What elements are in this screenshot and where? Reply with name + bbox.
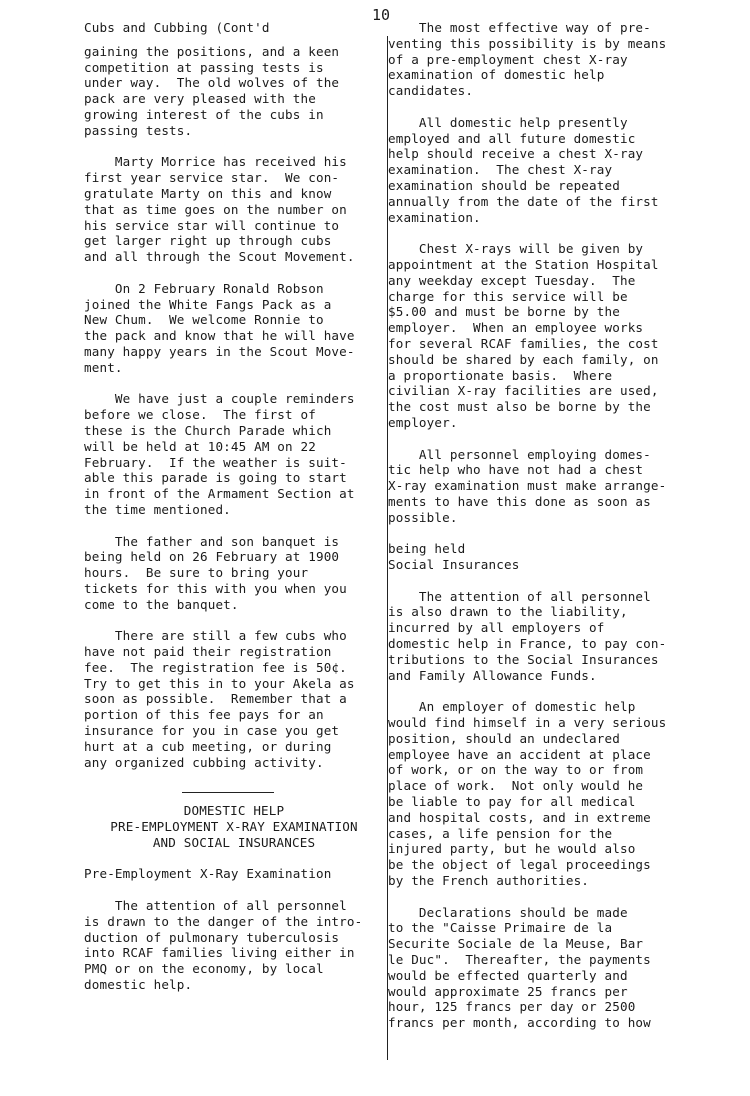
text-line: employer. — [388, 414, 458, 430]
text-line: There are still a few cubs who — [84, 628, 347, 644]
text-line: will be held at 10:45 AM on 22 — [84, 438, 316, 454]
text-line: The attention of all personnel — [84, 898, 347, 914]
text-line: would approximate 25 francs per — [388, 983, 628, 999]
text-line: the time mentioned. — [84, 501, 231, 517]
text-line: to the "Caisse Primaire de la — [388, 920, 613, 936]
text-line: Marty Morrice has received his — [84, 154, 347, 170]
text-line: by the French authorities. — [388, 873, 590, 889]
text-line: All domestic help presently — [388, 114, 628, 130]
text-line: and Family Allowance Funds. — [388, 667, 597, 683]
text-line: examination should be repeated — [388, 177, 620, 193]
text-line: charge for this service will be — [388, 288, 628, 304]
text-line: pack are very pleased with the — [84, 91, 316, 107]
text-line: examination. The chest X-ray — [388, 162, 613, 178]
text-line: many happy years in the Scout Move- — [84, 343, 355, 359]
text-line: be the object of legal proceedings — [388, 857, 651, 873]
text-line: portion of this fee pays for an — [84, 707, 324, 723]
text-line: New Chum. We welcome Ronnie to — [84, 312, 324, 328]
text-line: ment. — [84, 359, 123, 375]
text-line: would find himself in a very serious — [388, 715, 667, 731]
text-line: of a pre-employment chest X-ray — [388, 51, 628, 67]
text-line: ments to have this done as soon as — [388, 493, 651, 509]
text-line: under way. The old wolves of the — [84, 75, 340, 91]
text-line: able this parade is going to start — [84, 470, 347, 486]
text-line: examination of domestic help — [388, 67, 605, 83]
text-line: Chest X-rays will be given by — [388, 241, 644, 257]
text-line: On 2 February Ronald Robson — [84, 280, 324, 296]
text-line: domestic help in France, to pay con- — [388, 636, 667, 652]
text-line: All personnel employing domes- — [388, 446, 651, 462]
section-heading — [84, 803, 384, 850]
text-line: growing interest of the cubs in — [84, 106, 324, 122]
text-line: The most effective way of pre- — [388, 20, 651, 35]
text-line: into RCAF families living either in — [84, 945, 355, 961]
text-line: annually from the date of the first — [388, 193, 659, 209]
banquet-continuation: being held — [388, 541, 466, 557]
text-line: passing tests. — [84, 122, 193, 138]
text-line: is also drawn to the liability, — [388, 604, 628, 620]
text-line: tributions to the Social Insurances — [388, 651, 659, 667]
text-line: employed and all future domestic — [388, 130, 636, 146]
text-line: le Duc". Thereafter, the payments — [388, 952, 651, 968]
text-line: being held on 26 February at 1900 — [84, 549, 340, 565]
left-column — [84, 20, 384, 993]
text-line: be liable to pay for all medical — [388, 794, 636, 810]
text-line: We have just a couple reminders — [84, 391, 355, 407]
paragraph-cub-tests — [84, 44, 384, 139]
text-line: Securite Sociale de la Meuse, Bar — [388, 936, 644, 952]
text-line: place of work. Not only would he — [388, 778, 644, 794]
text-line: tic help who have not had a chest — [388, 462, 644, 478]
paragraph-arrangements — [388, 447, 688, 526]
text-line: injured party, but he would also — [388, 841, 636, 857]
text-line: of work, or on the way to or from — [388, 762, 644, 778]
paragraph-banquet — [84, 534, 384, 613]
paragraph-domestic-help-xray — [388, 115, 688, 226]
text-line: duction of pulmonary tuberculosis — [84, 929, 340, 945]
right-column — [388, 20, 688, 1031]
text-line: for several RCAF families, the cost — [388, 335, 659, 351]
text-line: domestic help. — [84, 977, 193, 993]
text-line: tickets for this with you when you — [84, 580, 347, 596]
paragraph-employer-position — [388, 699, 688, 889]
text-line: any weekday except Tuesday. The — [388, 272, 636, 288]
text-line: position, should an undeclared — [388, 730, 620, 746]
paragraph-hospital-appointment — [388, 241, 688, 431]
text-line: possible. — [388, 509, 458, 525]
text-line: the pack and know that he will have — [84, 328, 355, 344]
text-line: incurred by all employers of — [388, 620, 605, 636]
text-line: in front of the Armament Section at — [84, 486, 355, 502]
text-line: PMQ or on the economy, by local — [84, 961, 324, 977]
text-line: is drawn to the danger of the intro- — [84, 913, 363, 929]
text-line: and all through the Scout Movement. — [84, 249, 355, 265]
text-line: before we close. The first of — [84, 407, 316, 423]
text-line: get larger right up through cubs — [84, 233, 332, 249]
text-line: candidates. — [388, 83, 474, 99]
text-line: cases, a life pension for the — [388, 825, 613, 841]
text-line: that as time goes on the number on — [84, 201, 347, 217]
text-line: $5.00 and must be borne by the — [388, 304, 620, 320]
subheading-xray: Pre-Employment X-Ray Examination — [84, 866, 332, 882]
text-line: any organized cubbing activity. — [84, 754, 324, 770]
text-line: hours. Be sure to bring your — [84, 565, 309, 581]
paragraph-service-star — [84, 154, 384, 265]
text-line: venting this possibility is by means — [388, 35, 667, 51]
text-line: these is the Church Parade which — [84, 422, 332, 438]
text-line: come to the banquet. — [84, 596, 239, 612]
subheading-social-insurances: Social Insurances — [388, 557, 520, 573]
text-line: appointment at the Station Hospital — [388, 256, 659, 272]
text-line: have not paid their registration — [84, 644, 332, 660]
text-line: fee. The registration fee is 50¢. — [84, 659, 347, 675]
text-line: PRE-EMPLOYMENT X-RAY EXAMINATION — [110, 819, 358, 835]
text-line: The attention of all personnel — [388, 588, 651, 604]
text-line: employer. When an employee works — [388, 320, 644, 336]
text-line: hurt at a cub meeting, or during — [84, 738, 332, 754]
text-line: The father and son banquet is — [84, 533, 340, 549]
text-line: AND SOCIAL INSURANCES — [152, 834, 316, 850]
paragraph-liability — [388, 589, 688, 684]
text-line: An employer of domestic help — [388, 699, 636, 715]
running-header: Cubs and Cubbing (Cont'd — [84, 20, 270, 35]
text-line: first year service star. We con- — [84, 170, 340, 186]
text-line: competition at passing tests is — [84, 59, 324, 75]
text-line: his service star will continue to — [84, 217, 340, 233]
text-line: Declarations should be made — [388, 904, 628, 920]
text-line: help should receive a chest X-ray — [388, 146, 644, 162]
text-line: employee have an accident at place — [388, 746, 651, 762]
text-line: would be effected quarterly and — [388, 967, 628, 983]
text-line: soon as possible. Remember that a — [84, 691, 347, 707]
paragraph-registration-fee — [84, 628, 384, 770]
page-number: 10 — [372, 6, 391, 24]
paragraph-tuberculosis — [84, 898, 384, 993]
paragraph-prevention — [388, 20, 688, 99]
text-line: examination. — [388, 209, 481, 225]
text-line: should be shared by each family, on — [388, 351, 659, 367]
text-line: gaining the positions, and a keen — [84, 43, 340, 59]
text-line: hour, 125 francs per day or 2500 — [388, 999, 636, 1015]
paragraph-new-chum — [84, 281, 384, 376]
text-line: the cost must also be borne by the — [388, 399, 651, 415]
text-line: civilian X-ray facilities are used, — [388, 383, 659, 399]
section-separator — [182, 792, 274, 793]
text-line: insurance for you in case you get — [84, 723, 340, 739]
paragraph-declarations — [388, 905, 688, 1031]
text-line: and hospital costs, and in extreme — [388, 809, 651, 825]
text-line: a proportionate basis. Where — [388, 367, 613, 383]
text-line: gratulate Marty on this and know — [84, 185, 332, 201]
paragraph-reminders — [84, 391, 384, 517]
text-line: Try to get this in to your Akela as — [84, 675, 355, 691]
text-line: DOMESTIC HELP — [183, 803, 285, 819]
text-line: X-ray examination must make arrange- — [388, 478, 667, 494]
text-line: francs per month, according to how — [388, 1015, 651, 1031]
text-line: joined the White Fangs Pack as a — [84, 296, 332, 312]
text-line: February. If the weather is suit- — [84, 454, 347, 470]
